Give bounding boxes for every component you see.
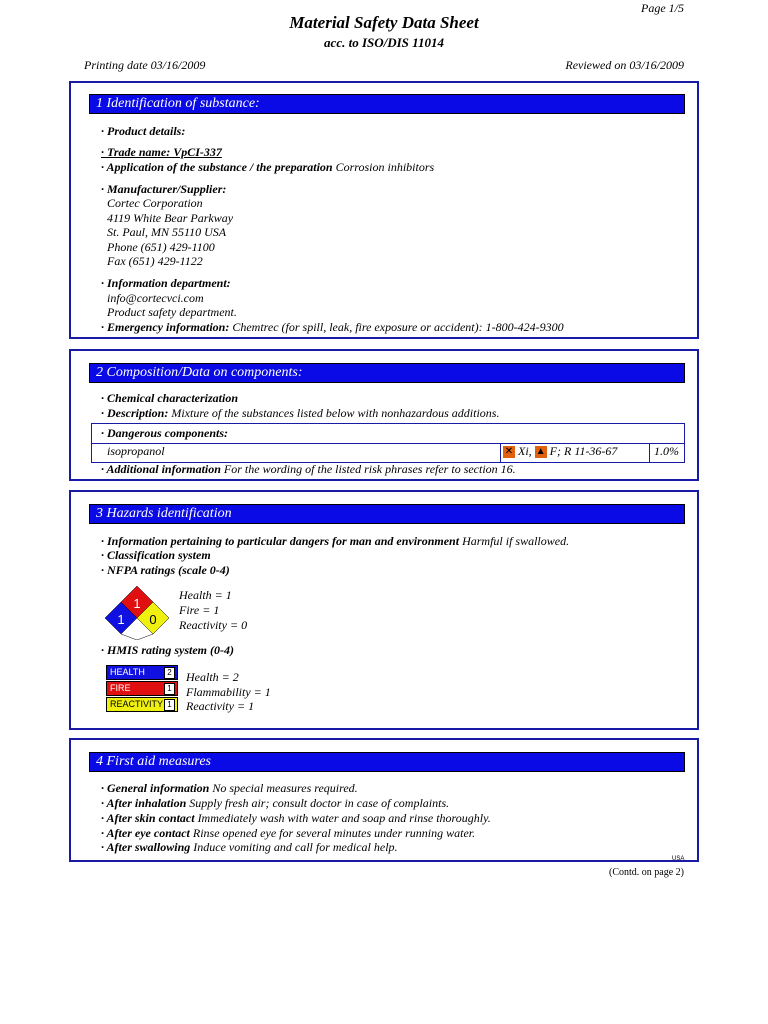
first-aid-label: · After inhalation [101,796,187,810]
nfpa-diamond [105,586,169,640]
first-aid-value: Immediately wash with water and soap and rinse thoroughly. [197,811,491,825]
description-label: · Description: [101,406,169,420]
component-f: F; R 11-36-67 [549,444,618,458]
section-hazards [69,490,699,730]
table-divider [500,443,501,462]
hmis-row-label: FIRE [110,683,131,693]
first-aid-label: · After skin contact [101,811,195,825]
additional-info-value: For the wording of the listed risk phrases refer to section 16. [223,462,516,476]
application-line [101,160,434,175]
info-email: info@cortecvci.com [107,291,204,305]
section-identification [69,81,699,339]
section-heading: 3 Hazards identification [89,504,685,524]
first-aid-item [101,781,358,796]
chemical-characterization: · Chemical characterization [101,391,239,405]
emergency-value: Chemtrec (for spill, leak, fire exposure or accident): 1-800-424-9300 [232,320,564,334]
description-line [101,406,499,421]
hmis-health-row [106,665,178,680]
first-aid-value: Induce vomiting and call for medical help. [193,840,398,854]
info-department-label: · Information department: [101,276,231,290]
application-value: Corrosion inhibitors [335,160,435,174]
hmis-row-value: 2 [164,667,175,679]
component-hazard-codes [503,444,617,459]
hmis-fire-row [106,681,178,696]
harmful-x-icon: ✕ [504,446,514,458]
table-divider [649,443,650,462]
nfpa-reactivity-text: Reactivity = 0 [179,618,248,632]
nfpa-label: · NFPA ratings (scale 0-4) [101,563,230,577]
hmis-row-label: HEALTH [110,667,145,677]
hmis-health-text: Health = 2 [186,670,239,684]
hmis-label: · HMIS rating system (0-4) [101,643,235,657]
component-name: isopropanol [107,444,165,458]
dangerous-components-table [91,423,685,463]
product-details-label: · Product details: [101,124,186,138]
manufacturer-line: 4119 White Bear Parkway [107,211,234,225]
classification-system: · Classification system [101,548,211,562]
first-aid-item [101,796,449,811]
first-aid-item [101,811,491,826]
first-aid-label: · After eye contact [101,826,190,840]
hazard-info-line [101,534,569,549]
first-aid-label: · General information [101,781,210,795]
reviewed-date: Reviewed on 03/16/2009 [565,58,684,72]
nfpa-reactivity-value: 0 [149,612,157,627]
hazard-info-value: Harmful if swallowed. [462,534,570,548]
manufacturer-line: Cortec Corporation [107,196,203,210]
hmis-row-value: 1 [164,699,175,711]
nfpa-fire-text: Fire = 1 [179,603,220,617]
page-number: Page 1/5 [641,1,684,15]
dangerous-components-label: · Dangerous components: [101,426,229,440]
additional-info-label: · Additional information [101,462,221,476]
hazard-info-label: · Information pertaining to particular dangers for man and environment [101,534,460,548]
document-subtitle: acc. to ISO/DIS 11014 [324,35,444,50]
continued-note: (Contd. on page 2) [609,867,684,878]
trade-name: · Trade name: VpCI-337 [101,145,222,159]
manufacturer-line: Phone (651) 429-1100 [107,240,215,254]
first-aid-item [101,840,398,855]
first-aid-value: Supply fresh air; consult doctor in case of complaints. [189,796,450,810]
hmis-reactivity-row [106,697,178,712]
emergency-label: · Emergency information: [101,320,230,334]
first-aid-value: Rinse opened eye for several minutes under running water. [192,826,476,840]
section-heading: 1 Identification of substance: [89,94,685,114]
hmis-label-chart [106,665,178,712]
region-tag: USA [672,856,685,862]
nfpa-health-value: 1 [117,612,125,627]
manufacturer-line: St. Paul, MN 55110 USA [107,225,227,239]
info-line: Product safety department. [107,305,237,319]
description-value: Mixture of the substances listed below with nonhazardous additions. [171,406,500,420]
emergency-line [101,320,564,335]
nfpa-fire-value: 1 [133,596,141,611]
printing-date: Printing date 03/16/2009 [84,58,206,72]
component-percentage: 1.0% [654,444,679,458]
document-title: Material Safety Data Sheet [289,13,479,32]
section-heading: 4 First aid measures [89,752,685,772]
manufacturer-line: Fax (651) 429-1122 [107,254,203,268]
nfpa-health-text: Health = 1 [179,588,232,602]
additional-info-line [101,462,516,477]
first-aid-label: · After swallowing [101,840,191,854]
manufacturer-label: · Manufacturer/Supplier: [101,182,227,196]
hmis-reactivity-text: Reactivity = 1 [186,699,255,713]
application-label: · Application of the substance / the preparation [101,160,333,174]
component-xi: Xi, [518,444,532,458]
section-composition [69,349,699,481]
section-heading: 2 Composition/Data on components: [89,363,685,383]
first-aid-value: No special measures required. [212,781,358,795]
first-aid-item [101,826,475,841]
flame-icon: ▲ [535,446,546,458]
hmis-row-label: REACTIVITY [110,699,164,709]
section-first-aid [69,738,699,862]
hmis-row-value: 1 [164,683,175,695]
hmis-flammability-text: Flammability = 1 [186,685,271,699]
